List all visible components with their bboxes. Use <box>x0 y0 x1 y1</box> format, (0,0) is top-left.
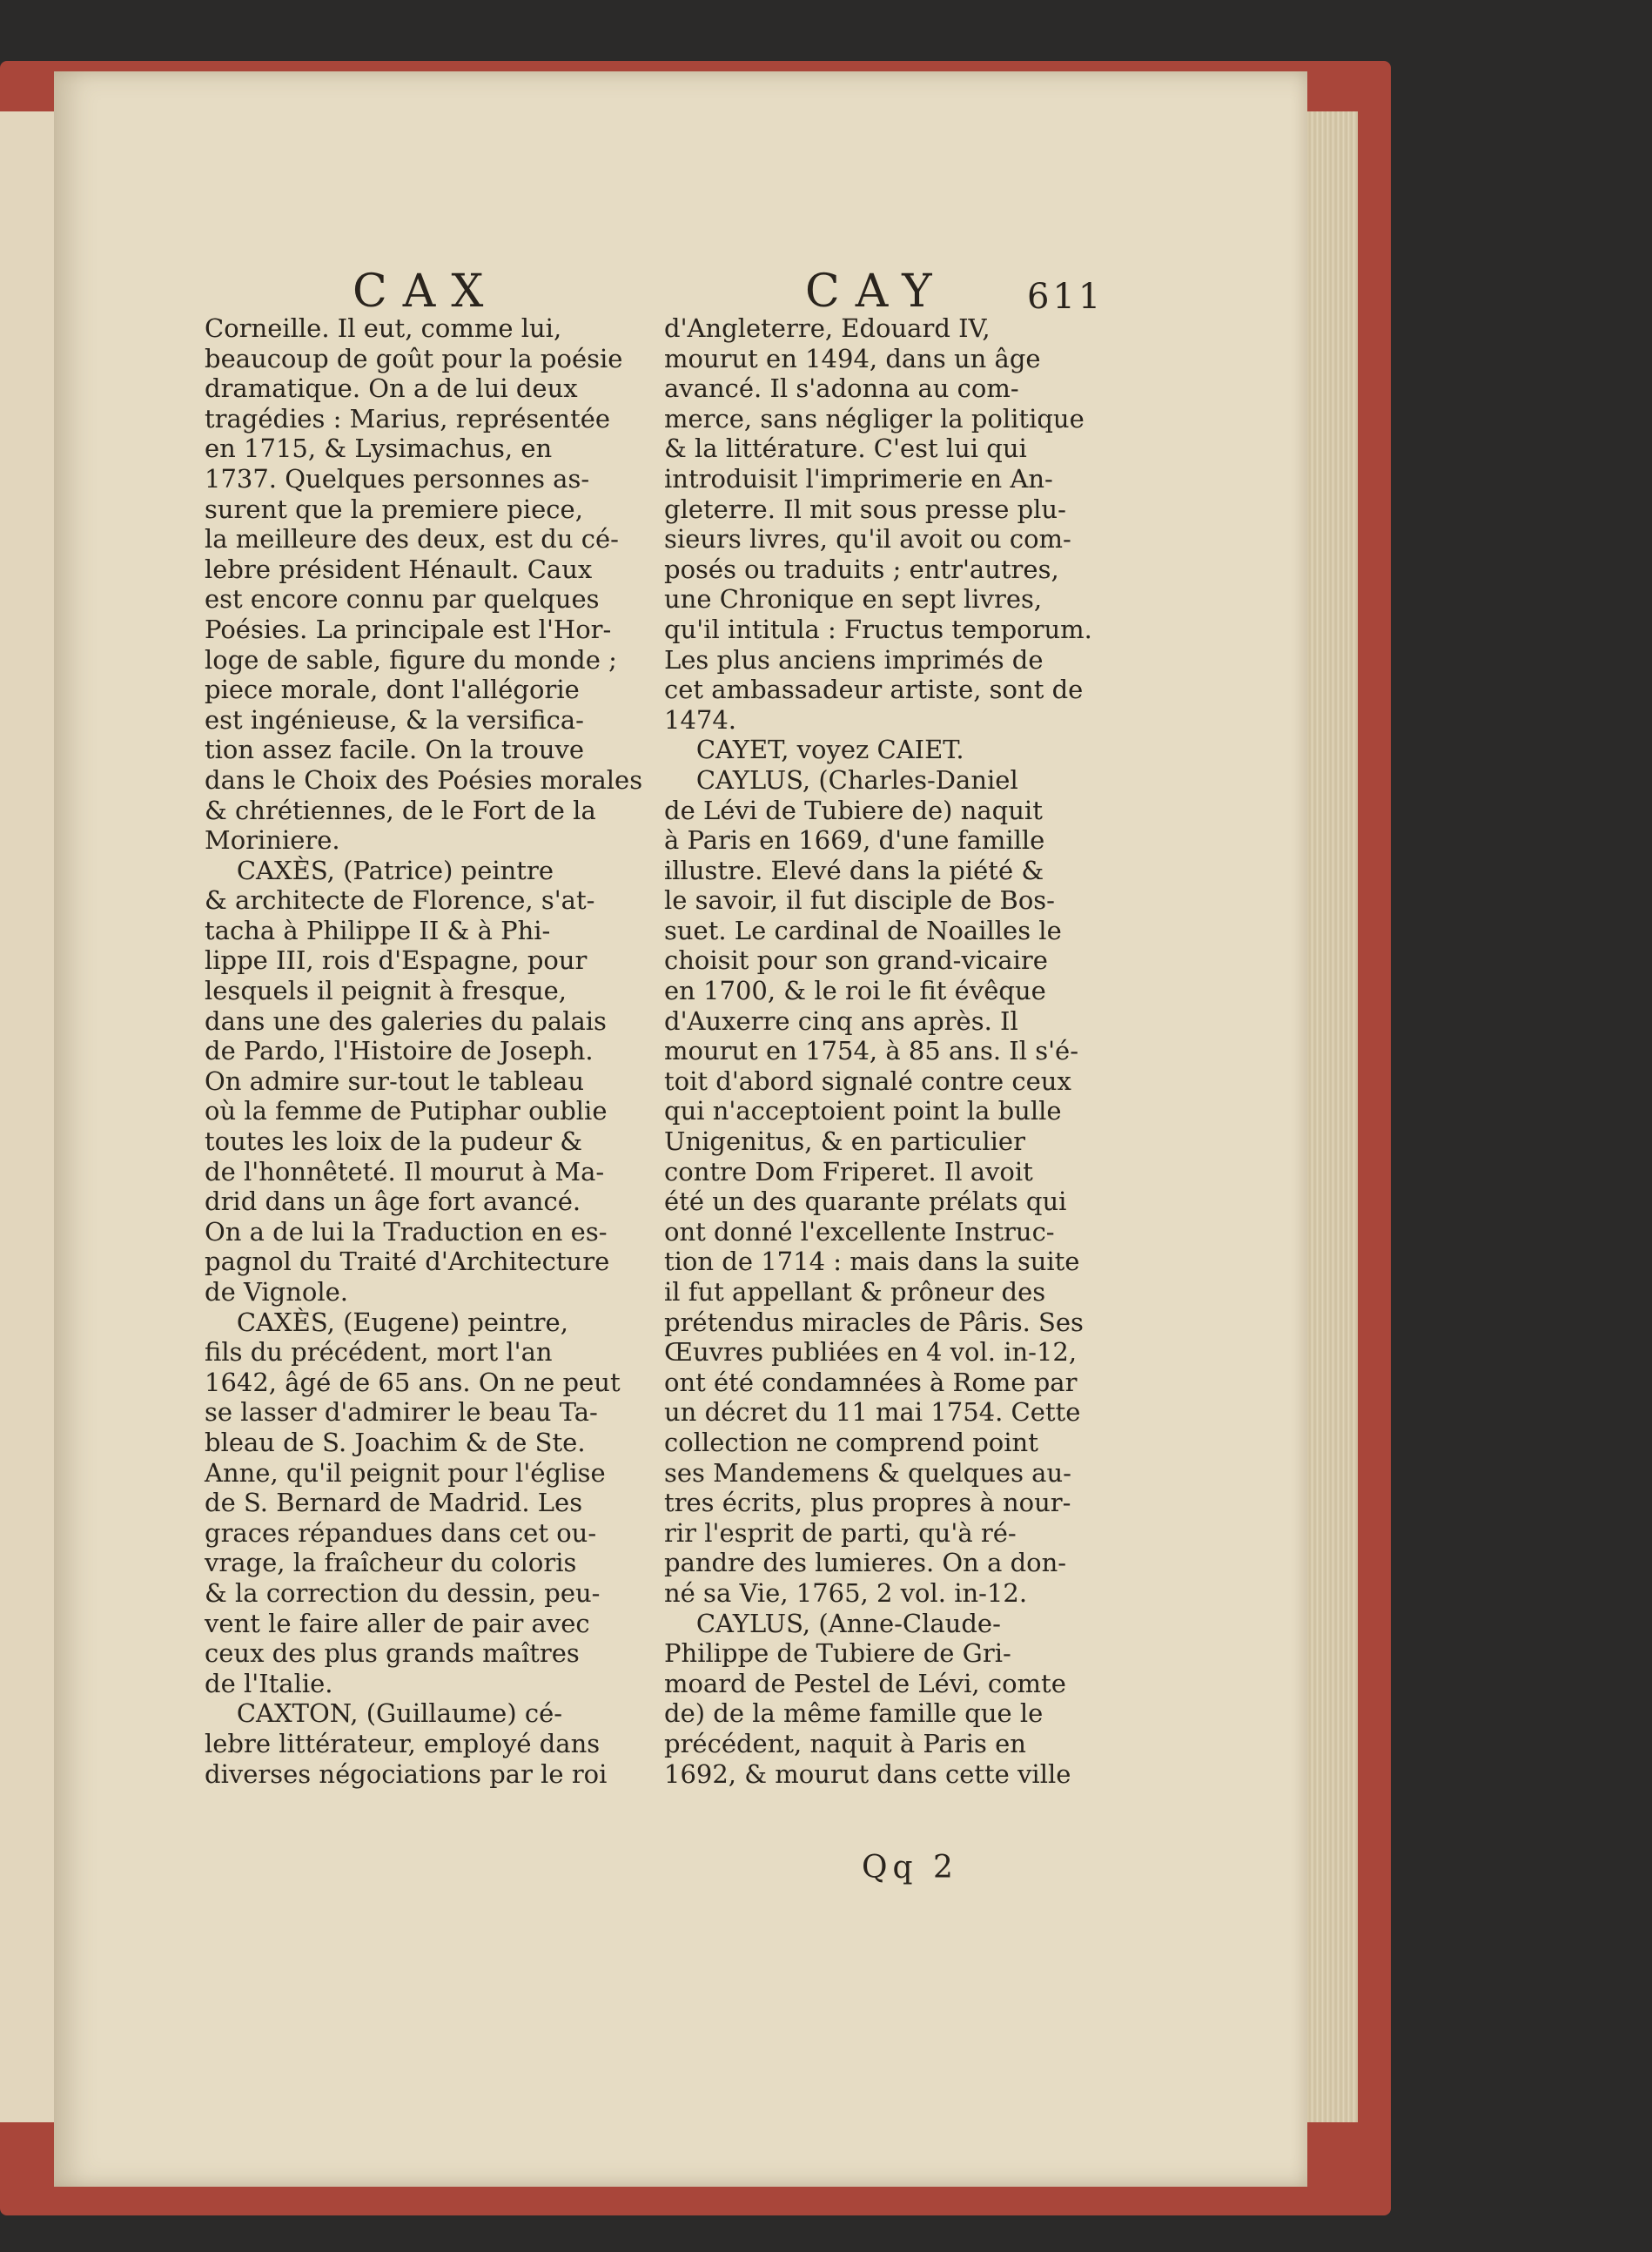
text-line: mourut en 1494, dans un âge <box>664 343 1041 373</box>
text-line: prétendus miracles de Pâris. Ses <box>664 1307 1084 1337</box>
text-line: introduisit l'imprimerie en An- <box>664 463 1053 494</box>
text-line: lesquels il peignit à fresque, <box>205 976 567 1006</box>
text-line: ont donné l'excellente Instruc- <box>664 1216 1055 1247</box>
text-line: choisit pour son grand-vicaire <box>664 945 1048 976</box>
text-line: dans le Choix des Poésies morales <box>205 764 643 795</box>
text-line: moard de Pestel de Lévi, comte <box>664 1668 1066 1698</box>
text-line: de Pardo, l'Histoire de Joseph. <box>205 1036 594 1066</box>
text-line: de l'honnêteté. Il mourut à Ma- <box>205 1156 605 1187</box>
text-line: tion de 1714 : mais dans la suite <box>664 1247 1080 1277</box>
text-line: On a de lui la Traduction en es- <box>205 1216 608 1247</box>
right-text-column <box>664 313 1108 1789</box>
text-line: illustre. Elevé dans la piété & <box>664 855 1044 885</box>
text-line: qui n'acceptoient point la bulle <box>664 1096 1062 1126</box>
text-line: tragédies : Marius, représentée <box>205 403 611 434</box>
text-line: de S. Bernard de Madrid. Les <box>205 1488 583 1518</box>
text-line: 1737. Quelques personnes as- <box>205 463 590 494</box>
text-line: le savoir, il fut disciple de Bos- <box>664 885 1055 916</box>
text-line: CAXTON, (Guillaume) cé- <box>205 1698 563 1729</box>
text-line: gleterre. Il mit sous presse plu- <box>664 494 1066 524</box>
text-line: lebre littérateur, employé dans <box>205 1728 601 1758</box>
text-line: été un des quarante prélats qui <box>664 1187 1067 1217</box>
text-line: Œuvres publiées en 4 vol. in-12, <box>664 1337 1078 1368</box>
text-line: est ingénieuse, & la versifica- <box>205 704 584 735</box>
text-line: tion assez facile. On la trouve <box>205 735 585 765</box>
text-line: un décret du 11 mai 1754. Cette <box>664 1397 1081 1428</box>
text-line: 1692, & mourut dans cette ville <box>664 1758 1071 1789</box>
text-line: qu'il intitula : Fructus temporum. <box>664 614 1092 644</box>
text-line: d'Auxerre cinq ans après. Il <box>664 1005 1018 1036</box>
text-line: lippe III, rois d'Espagne, pour <box>205 945 588 976</box>
text-line: cet ambassadeur artiste, sont de <box>664 675 1084 705</box>
text-line: vrage, la fraîcheur du coloris <box>205 1548 577 1578</box>
text-line: toutes les loix de la pudeur & <box>205 1126 583 1157</box>
text-line: de Vignole. <box>205 1277 349 1307</box>
text-line: en 1715, & Lysimachus, en <box>205 434 553 464</box>
text-line: CAYLUS, (Charles-Daniel <box>664 764 1018 795</box>
running-head-right: CAY <box>805 266 948 318</box>
running-head-left: CAX <box>353 266 500 318</box>
text-line: de Lévi de Tubiere de) naquit <box>664 795 1043 825</box>
text-line: se lasser d'admirer le beau Ta- <box>205 1397 598 1428</box>
text-line: Corneille. Il eut, comme lui, <box>205 313 562 343</box>
text-line: graces répandues dans cet ou- <box>205 1517 597 1548</box>
text-line: à Paris en 1669, d'une famille <box>664 825 1045 856</box>
page-number: 611 <box>1027 277 1105 317</box>
text-line: ont été condamnées à Rome par <box>664 1367 1078 1397</box>
text-line: CAYLUS, (Anne-Claude- <box>664 1608 1001 1638</box>
text-line: CAYET, voyez CAIET. <box>664 735 964 765</box>
text-line: surent que la premiere piece, <box>205 494 583 524</box>
text-line: suet. Le cardinal de Noailles le <box>664 915 1062 945</box>
text-line: Unigenitus, & en particulier <box>664 1126 1025 1157</box>
text-line: 1474. <box>664 704 737 735</box>
text-line: collection ne comprend point <box>664 1427 1038 1457</box>
text-line: avancé. Il s'adonna au com- <box>664 373 1019 404</box>
text-line: mourut en 1754, à 85 ans. Il s'é- <box>664 1036 1079 1066</box>
text-line: pagnol du Traité d'Architecture <box>205 1247 610 1277</box>
text-line: de l'Italie. <box>205 1668 333 1698</box>
text-line: rir l'esprit de parti, qu'à ré- <box>664 1517 1017 1548</box>
text-line: de) de la même famille que le <box>664 1698 1044 1729</box>
text-line: ceux des plus grands maîtres <box>205 1638 580 1669</box>
text-line: une Chronique en sept livres, <box>664 584 1043 615</box>
left-page-edge <box>0 111 54 2122</box>
text-line: Philippe de Tubiere de Gri- <box>664 1638 1011 1669</box>
text-line: il fut appellant & prôneur des <box>664 1277 1046 1307</box>
text-line: dans une des galeries du palais <box>205 1005 607 1036</box>
text-line: fils du précédent, mort l'an <box>205 1337 553 1368</box>
text-line: ses Mandemens & quelques au- <box>664 1457 1071 1488</box>
text-line: tres écrits, plus propres à nour- <box>664 1488 1071 1518</box>
text-line: CAXÈS, (Patrice) peintre <box>205 855 554 885</box>
text-line: tacha à Philippe II & à Phi- <box>205 915 551 945</box>
text-line: précédent, naquit à Paris en <box>664 1728 1026 1758</box>
text-line: sieurs livres, qu'il avoit ou com- <box>664 524 1071 555</box>
text-line: drid dans un âge fort avancé. <box>205 1187 581 1217</box>
text-line: On admire sur-tout le tableau <box>205 1065 584 1096</box>
text-line: 1642, âgé de 65 ans. On ne peut <box>205 1367 621 1397</box>
text-line: où la femme de Putiphar oublie <box>205 1096 608 1126</box>
text-line: & architecte de Florence, s'at- <box>205 885 595 916</box>
text-line: CAXÈS, (Eugene) peintre, <box>205 1307 568 1337</box>
text-line: diverses négociations par le roi <box>205 1758 608 1789</box>
text-line: beaucoup de goût pour la poésie <box>205 343 623 373</box>
text-line: est encore connu par quelques <box>205 584 600 615</box>
text-line: pandre des lumieres. On a don- <box>664 1548 1067 1578</box>
text-line: contre Dom Friperet. Il avoit <box>664 1156 1033 1187</box>
text-line: piece morale, dont l'allégorie <box>205 675 580 705</box>
text-line: toit d'abord signalé contre ceux <box>664 1065 1071 1096</box>
text-line: vent le faire aller de pair avec <box>205 1608 590 1638</box>
text-line: & la littérature. C'est lui qui <box>664 434 1027 464</box>
text-line: Moriniere. <box>205 825 340 856</box>
text-line: d'Angleterre, Edouard IV, <box>664 313 991 343</box>
text-line: merce, sans négliger la politique <box>664 403 1085 434</box>
text-line: loge de sable, figure du monde ; <box>205 644 617 675</box>
text-line: bleau de S. Joachim & de Ste. <box>205 1427 586 1457</box>
text-line: la meilleure des deux, est du cé- <box>205 524 619 555</box>
text-line: & chrétiennes, de le Fort de la <box>205 795 596 825</box>
left-text-column <box>205 313 643 1789</box>
signature-mark: Qq 2 <box>862 1850 958 1886</box>
text-line: dramatique. On a de lui deux <box>205 373 578 404</box>
text-line: lebre président Hénault. Caux <box>205 554 593 584</box>
text-line: Poésies. La principale est l'Hor- <box>205 614 612 644</box>
text-line: posés ou traduits ; entr'autres, <box>664 554 1059 584</box>
text-line: & la correction du dessin, peu- <box>205 1577 601 1608</box>
text-line: en 1700, & le roi le fit évêque <box>664 976 1046 1006</box>
text-line: né sa Vie, 1765, 2 vol. in-12. <box>664 1577 1028 1608</box>
text-line: Les plus anciens imprimés de <box>664 644 1044 675</box>
text-line: Anne, qu'il peignit pour l'église <box>205 1457 606 1488</box>
